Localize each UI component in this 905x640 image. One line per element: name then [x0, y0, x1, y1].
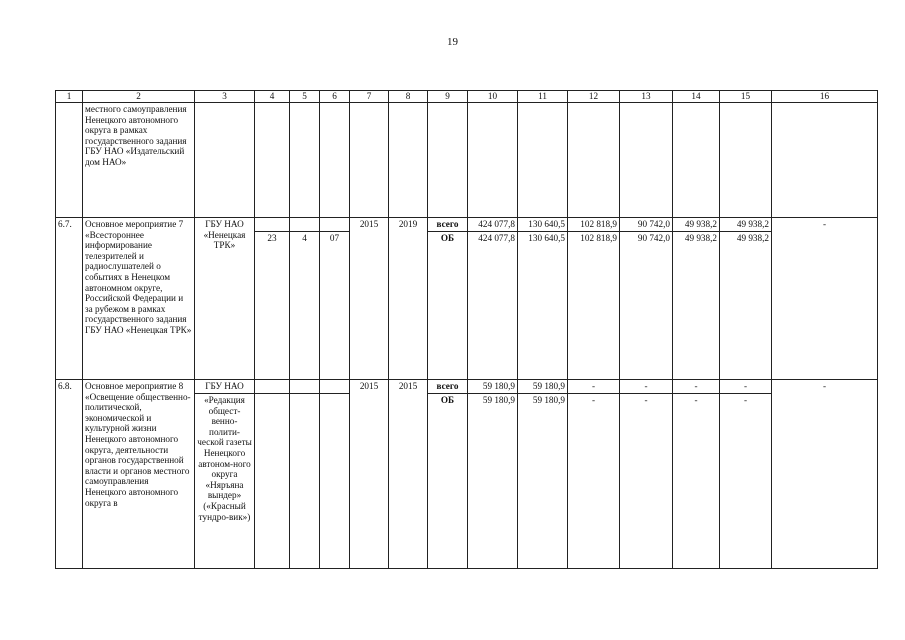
amount-cell: - [620, 394, 673, 569]
amount-cell: 90 742,0 [620, 232, 673, 380]
column-header: 12 [568, 91, 620, 103]
item-note: - [772, 380, 878, 569]
amount-cell: - [720, 394, 772, 569]
item-executor: ГБУ НАО [195, 380, 255, 394]
amount-cell: 49 938,2 [673, 232, 720, 380]
column-header: 14 [673, 91, 720, 103]
column-header: 8 [389, 91, 428, 103]
column-number-row [56, 91, 878, 103]
page-number: 19 [447, 36, 458, 48]
code-cell: 4 [290, 232, 320, 380]
column-header: 4 [255, 91, 290, 103]
year-start: 2015 [350, 218, 389, 380]
item-executor: ГБУ НАО «Ненецкая ТРК» [195, 218, 255, 380]
amount-cell: 59 180,9 [468, 380, 518, 394]
column-header: 5 [290, 91, 320, 103]
funding-source: ОБ [428, 232, 468, 380]
amount-cell: 424 077,8 [468, 218, 518, 232]
item-description: Основное мероприятие 8 «Освещение общественно-политической, экономической и культурной жизни Ненецкого автономного округа, деятельности органов государственной власти и органов местного самоуправления Ненецкого автономного округа в [83, 380, 195, 569]
amount-cell: 424 077,8 [468, 232, 518, 380]
amount-cell: 49 938,2 [720, 232, 772, 380]
item-description: Основное мероприятие 7 «Всестороннее информирование телезрителей и радиослушателей о событиях в Ненецком автономном округе, Российской Федерации и за рубежом в рамках государственного задания ГБУ НАО «Ненецкая ТРК» [83, 218, 195, 380]
funding-source: всего [428, 380, 468, 394]
amount-cell: 59 180,9 [468, 394, 518, 569]
column-header: 2 [83, 91, 195, 103]
amount-cell: 102 818,9 [568, 232, 620, 380]
column-header: 9 [428, 91, 468, 103]
column-header: 15 [720, 91, 772, 103]
item-number: 6.8. [56, 380, 83, 569]
amount-cell: 90 742,0 [620, 218, 673, 232]
item-executor-detail: «Редакция общест-венно-полити-ческой газеты Ненецкого автоном-ного округа «Няръяна вындер» («Красный тундро-вик») [195, 394, 255, 569]
funding-source: всего [428, 218, 468, 232]
code-cell: 07 [320, 232, 350, 380]
column-header: 10 [468, 91, 518, 103]
column-header: 1 [56, 91, 83, 103]
code-cell: 23 [255, 232, 290, 380]
amount-cell: 49 938,2 [673, 218, 720, 232]
column-header: 6 [320, 91, 350, 103]
amount-cell: - [568, 380, 620, 394]
amount-cell: 130 640,5 [518, 232, 568, 380]
funding-source: ОБ [428, 394, 468, 569]
year-end: 2019 [389, 218, 428, 380]
amount-cell: - [568, 394, 620, 569]
continuation-description: местного самоуправления Ненецкого автономного округа в рамках государственного задания ГБУ НАО «Издательский дом НАО» [83, 103, 195, 218]
year-end: 2015 [389, 380, 428, 569]
continuation-row [56, 103, 878, 218]
table-row [56, 380, 878, 394]
amount-cell: - [720, 380, 772, 394]
column-header: 11 [518, 91, 568, 103]
item-number: 6.7. [56, 218, 83, 380]
column-header: 7 [350, 91, 389, 103]
program-table [55, 90, 878, 569]
table-row [56, 218, 878, 232]
amount-cell: 59 180,9 [518, 394, 568, 569]
amount-cell: 59 180,9 [518, 380, 568, 394]
item-note: - [772, 218, 878, 380]
amount-cell: - [673, 394, 720, 569]
year-start: 2015 [350, 380, 389, 569]
column-header: 16 [772, 91, 878, 103]
amount-cell: 130 640,5 [518, 218, 568, 232]
amount-cell: 102 818,9 [568, 218, 620, 232]
column-header: 13 [620, 91, 673, 103]
amount-cell: 49 938,2 [720, 218, 772, 232]
amount-cell: - [673, 380, 720, 394]
column-header: 3 [195, 91, 255, 103]
amount-cell: - [620, 380, 673, 394]
